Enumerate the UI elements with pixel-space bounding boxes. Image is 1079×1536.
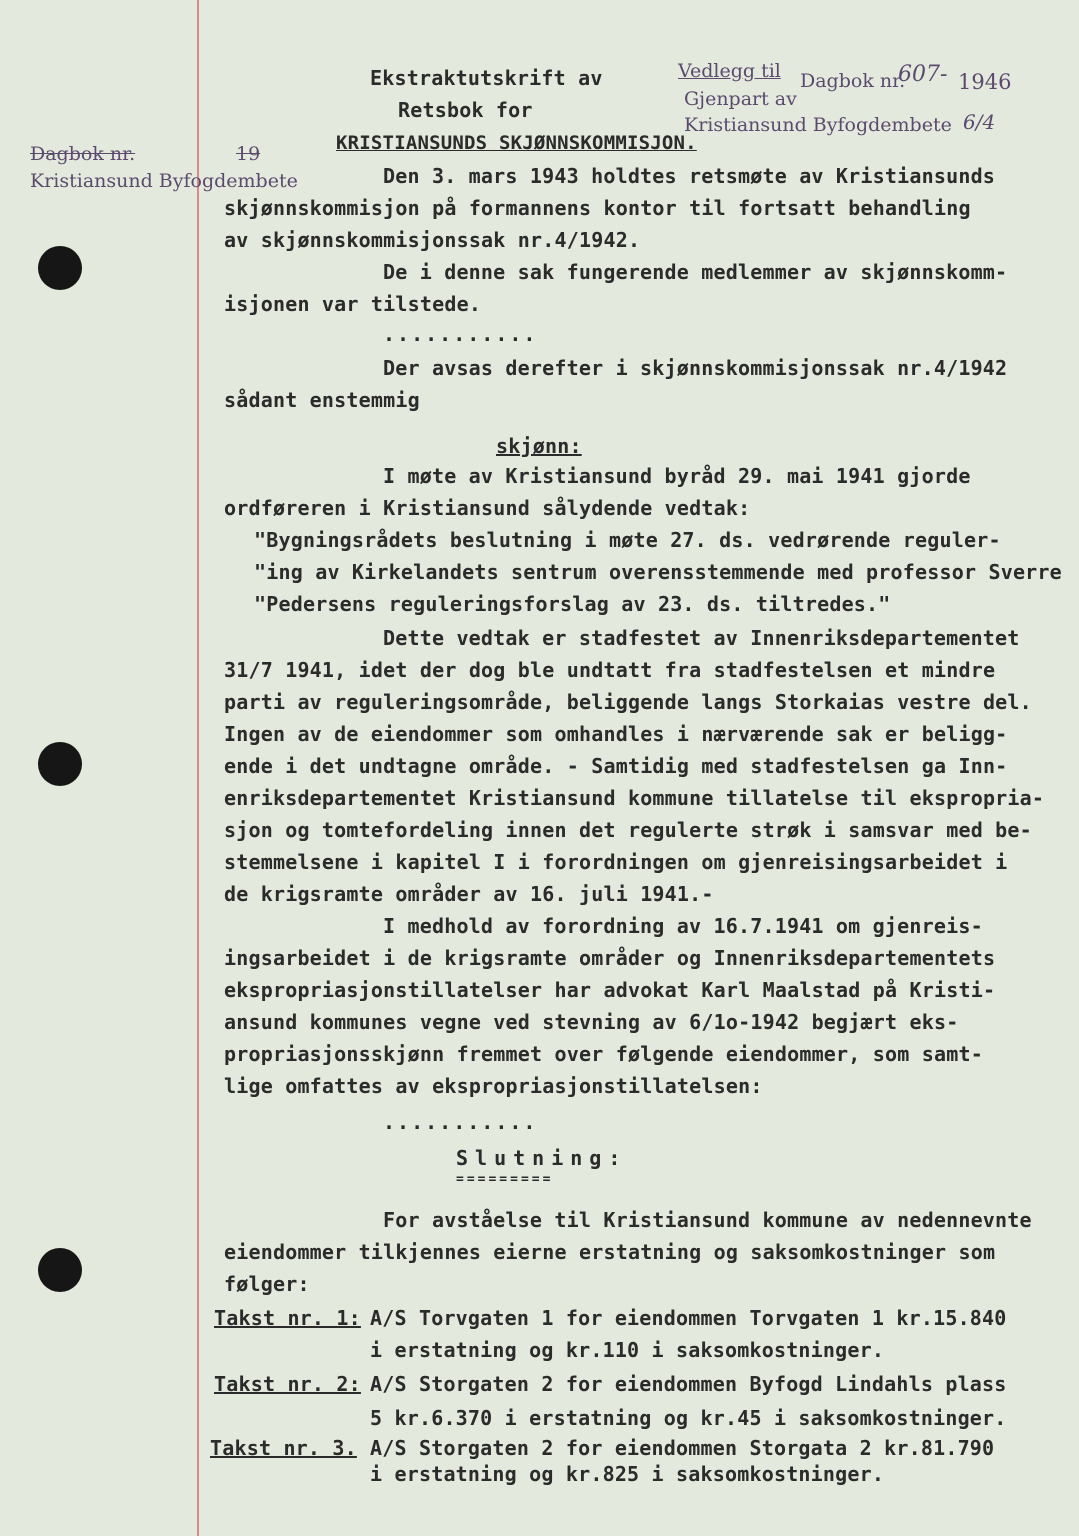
header-line-3: KRISTIANSUNDS SKJØNNSKOMMISJON. [336, 132, 697, 154]
body-line: ordføreren i Kristiansund sålydende vedtak: [224, 496, 751, 520]
stamp-left-year: 19 [236, 143, 261, 165]
punch-hole [38, 1248, 82, 1292]
body-line: skjønnskommisjon på formannens kontor til fortsatt behandling [224, 196, 971, 220]
body-line: sjon og tomtefordeling innen det regulerte strøk i samsvar med be- [224, 818, 1032, 842]
stamp-year: 1946 [958, 70, 1012, 94]
takst-label-3: Takst nr. 3. [210, 1436, 357, 1460]
body-line: av skjønnskommisjonssak nr.4/1942. [224, 228, 641, 252]
body-line: Ingen av de eiendommer som omhandles i nærværende sak er beligg- [224, 722, 1008, 746]
stamp-office: Kristiansund Byfogdembete [684, 114, 952, 136]
body-line: de krigsramte områder av 16. juli 1941.- [224, 882, 714, 906]
body-line: ende i det undtagne område. - Samtidig med stadfestelsen ga Inn- [224, 754, 1008, 778]
body-line: eiendommer tilkjennes eierne erstatning og saksomkostninger som [224, 1240, 996, 1264]
body-line: stemmelsene i kapitel I i forordningen om gjenreisingsarbeidet i [224, 850, 1008, 874]
body-line: parti av reguleringsområde, beliggende langs Storkaias vestre del. [224, 690, 1032, 714]
body-line: I møte av Kristiansund byråd 29. mai 1941 gjorde [383, 464, 971, 488]
body-line: "Pedersens reguleringsforslag av 23. ds. tiltredes." [254, 592, 891, 616]
stamp-left-office: Kristiansund Byfogdembete [30, 170, 298, 192]
body-line: Dette vedtak er stadfestet av Innenriksdepartementet [383, 626, 1020, 650]
takst-label-1: Takst nr. 1: [214, 1306, 361, 1330]
takst-text-3b: i erstatning og kr.825 i saksomkostninger. [370, 1462, 885, 1486]
section-heading-slutning: Slutning: [456, 1146, 628, 1170]
stamp-dagbok-label: Dagbok nr. [800, 70, 906, 92]
body-line: enriksdepartementet Kristiansund kommune tillatelse til ekspropria- [224, 786, 1045, 810]
header-line-1: Ekstraktutskrift av [370, 66, 603, 90]
body-line: "Bygningsrådets beslutning i møte 27. ds. vedrørende reguler- [254, 528, 1001, 552]
separator-dots: ........... [383, 322, 538, 346]
body-line: isjonen var tilstede. [224, 292, 482, 316]
stamp-vedlegg: Vedlegg til [678, 60, 781, 82]
body-line: 31/7 1941, idet der dog ble undtatt fra stadfestelsen et mindre [224, 658, 996, 682]
body-line: propriasjonsskjønn fremmet over følgende eiendommer, som samt- [224, 1042, 983, 1066]
takst-text-3: A/S Storgaten 2 for eiendommen Storgata 2 kr.81.790 [370, 1436, 995, 1460]
section-heading-skjonn: skjønn: [496, 434, 582, 458]
stamp-left-dagbok: Dagbok nr. [30, 143, 136, 165]
stamp-note: 6/4 [963, 110, 996, 134]
body-line: I medhold av forordning av 16.7.1941 om gjenreis- [383, 914, 983, 938]
body-line: ekspropriasjonstillatelser har advokat Karl Maalstad på Kristi- [224, 978, 996, 1002]
takst-text-1: A/S Torvgaten 1 for eiendommen Torvgaten 1 kr.15.840 [370, 1306, 1007, 1330]
separator-dots: ........... [383, 1110, 538, 1134]
takst-label-2: Takst nr. 2: [214, 1372, 361, 1396]
body-line: Den 3. mars 1943 holdtes retsmøte av Kristiansunds [383, 164, 996, 188]
body-line: De i denne sak fungerende medlemmer av skjønnskomm- [383, 260, 1008, 284]
body-line: For avståelse til Kristiansund kommune av nedennevnte [383, 1208, 1032, 1232]
header-line-2: Retsbok for [398, 98, 533, 122]
stamp-gjenpart: Gjenpart av [684, 88, 797, 110]
heading-double-rule: ========= [456, 1172, 554, 1187]
body-line: "ing av Kirkelandets sentrum overensstemmende med professor Sverre [254, 560, 1062, 584]
punch-hole [38, 742, 82, 786]
body-line: lige omfattes av ekspropriasjonstillatelsen: [224, 1074, 763, 1098]
body-line: sådant enstemmig [224, 388, 420, 412]
body-line: ingsarbeidet i de krigsramte områder og Innenriksdepartementets [224, 946, 996, 970]
margin-rule [197, 0, 199, 1536]
takst-text-2b: 5 kr.6.370 i erstatning og kr.45 i saksomkostninger. [370, 1406, 1007, 1430]
punch-hole [38, 246, 82, 290]
stamp-dagbok-number: 607- [898, 62, 948, 87]
body-line: Der avsas derefter i skjønnskommisjonssak nr.4/1942 [383, 356, 1008, 380]
takst-text-1b: i erstatning og kr.110 i saksomkostninger. [370, 1338, 885, 1362]
body-line: ansund kommunes vegne ved stevning av 6/1o-1942 begjært eks- [224, 1010, 959, 1034]
takst-text-2: A/S Storgaten 2 for eiendommen Byfogd Lindahls plass [370, 1372, 1007, 1396]
body-line: følger: [224, 1272, 310, 1296]
